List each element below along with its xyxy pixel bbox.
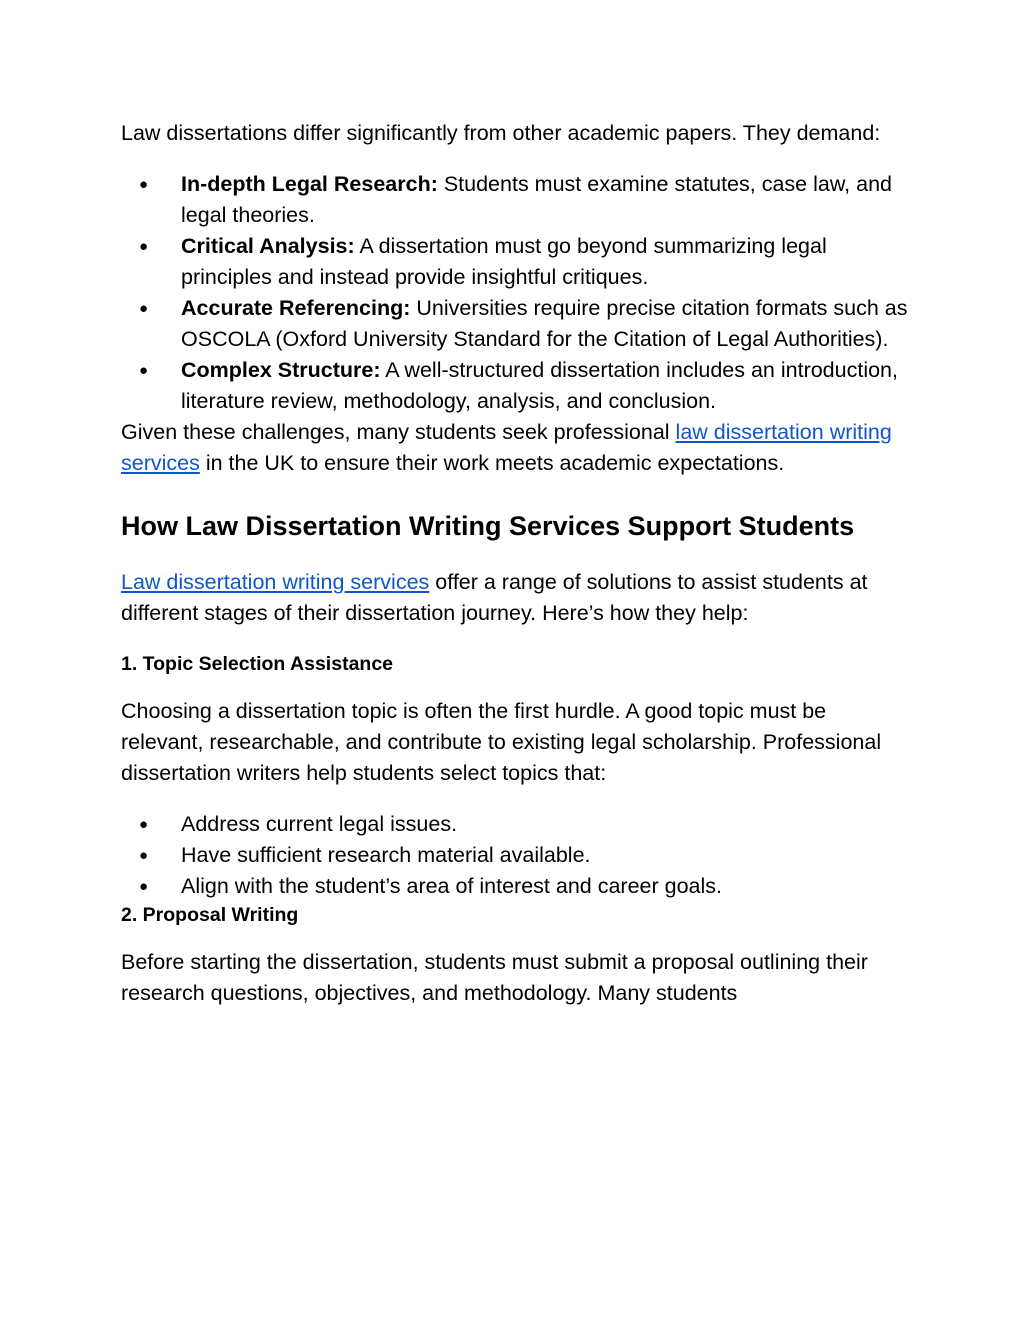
bullet-icon: ●: [139, 176, 149, 193]
section-heading: How Law Dissertation Writing Services Support Students: [121, 511, 855, 541]
topic-list: [121, 809, 911, 902]
item-label: Complex Structure:: [181, 358, 381, 382]
item-text: Universities require precise citation formats such as OSCOLA (Oxford University Standard for the Citation of Legal Authorities).: [181, 296, 908, 351]
item-label: In-depth Legal Research:: [181, 172, 438, 196]
intro-paragraph: Law dissertations differ significantly from other academic papers. They demand:: [121, 121, 881, 145]
topic-heading: 1. Topic Selection Assistance: [121, 653, 394, 675]
demands-list: [121, 169, 911, 417]
item-text: Align with the student’s area of interest and career goals.: [181, 874, 723, 898]
services-text-after: offer a range of solutions to assist students at different stages of their dissertation journey. Here’s how they help:: [121, 570, 868, 625]
item-text: Have sufficient research material available.: [181, 843, 591, 867]
bullet-icon: ●: [139, 847, 149, 864]
item-text: Students must examine statutes, case law, and legal theories.: [181, 172, 892, 227]
item-text: Address current legal issues.: [181, 812, 458, 836]
challenges-text-before: Given these challenges, many students seek professional: [121, 420, 676, 444]
list-item: [121, 169, 911, 231]
services-link[interactable]: Law dissertation writing services: [121, 570, 430, 594]
list-item: [121, 355, 911, 417]
challenges-text-after: in the UK to ensure their work meets academic expectations.: [199, 451, 785, 475]
list-item: [121, 231, 911, 293]
list-item: [121, 809, 911, 840]
bullet-icon: ●: [139, 878, 149, 895]
bullet-icon: ●: [139, 362, 149, 379]
item-text: A well-structured dissertation includes an introduction, literature review, methodology, analysis, and conclusion.: [181, 358, 898, 413]
item-label: Accurate Referencing:: [181, 296, 411, 320]
list-item: [121, 293, 911, 355]
bullet-icon: ●: [139, 300, 149, 317]
services-paragraph: [121, 567, 911, 629]
item-text: A dissertation must go beyond summarizing legal principles and instead provide insightful critiques.: [181, 234, 827, 289]
bullet-icon: ●: [139, 816, 149, 833]
item-label: Critical Analysis:: [181, 234, 355, 258]
proposal-heading: 2. Proposal Writing: [121, 904, 299, 926]
document-page: [121, 118, 911, 1009]
challenges-paragraph: [121, 417, 911, 479]
proposal-paragraph: Before starting the dissertation, students must submit a proposal outlining their research questions, objectives, and methodology. Many students: [121, 950, 868, 1005]
bullet-icon: ●: [139, 238, 149, 255]
list-item: [121, 840, 911, 871]
law-dissertation-services-link[interactable]: law dissertation writing services: [121, 420, 892, 475]
list-item: [121, 871, 911, 902]
topic-paragraph: Choosing a dissertation topic is often the first hurdle. A good topic must be relevant, researchable, and contribute to existing legal scholarship. Professional dissertation writers help students select topics that:: [121, 699, 882, 785]
